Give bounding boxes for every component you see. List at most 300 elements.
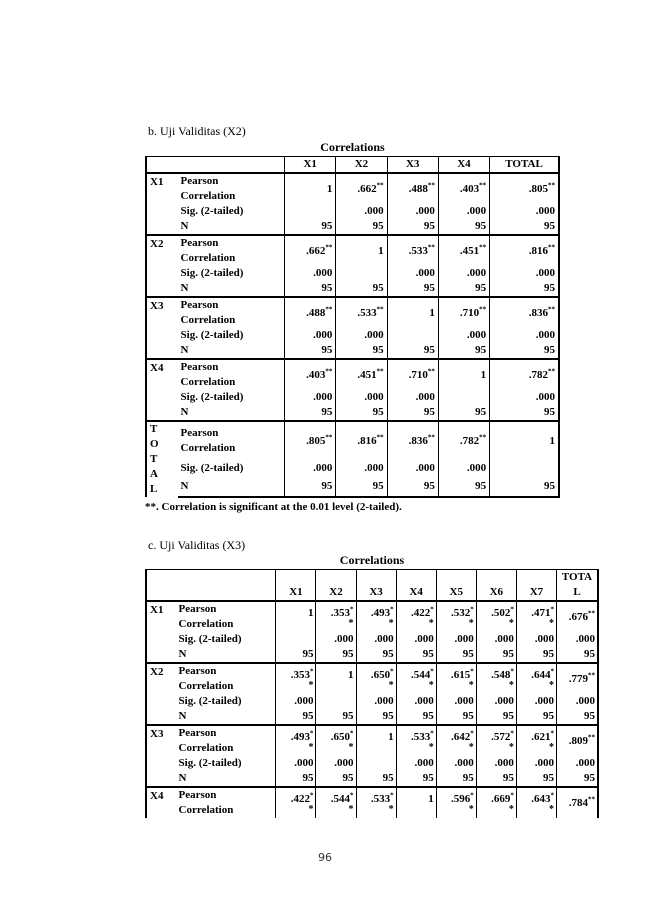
cell: .000 [438, 266, 489, 281]
cell [316, 694, 356, 709]
significance-mark: * [549, 741, 554, 753]
cell: .000 [336, 390, 387, 405]
cell: .000 [387, 459, 438, 477]
cell [396, 601, 436, 632]
cell: 95 [336, 281, 387, 297]
significance-mark: ** [376, 432, 384, 441]
cell [436, 601, 476, 632]
cell-value: .643* [531, 790, 554, 805]
cell: 95 [490, 281, 559, 297]
cell: .403** [285, 359, 336, 390]
row-variable: X1 [146, 173, 178, 235]
n-row [146, 219, 559, 235]
significance-mark: * [510, 790, 514, 799]
significance-mark: * [348, 803, 354, 815]
column-header: X3 [387, 157, 438, 174]
cell: .000 [387, 204, 438, 219]
cell [336, 266, 387, 281]
row-variable: X3 [146, 725, 176, 787]
significance-mark: * [508, 617, 514, 629]
cell [396, 663, 436, 694]
significance-mark: ** [427, 181, 435, 190]
cell: 95 [356, 709, 396, 725]
correlation-table [145, 569, 599, 818]
cell: .000 [516, 694, 556, 709]
cell: .836** [490, 297, 559, 328]
row-variable: X4 [146, 359, 178, 421]
cell: 95 [490, 219, 559, 235]
significance-mark: * [510, 728, 514, 737]
significance-mark: ** [588, 609, 595, 618]
pearson-row [146, 725, 598, 756]
cell: 95 [285, 219, 336, 235]
cell [516, 601, 556, 632]
significance-mark: * [470, 790, 474, 799]
significance-mark: * [309, 666, 314, 675]
significance-mark: ** [376, 305, 384, 314]
section-b-heading: b. Uji Validitas (X2) [148, 124, 246, 138]
cell: .710** [387, 359, 438, 390]
cell-value: .544* [410, 666, 434, 681]
row-variable: X2 [146, 663, 176, 725]
cell: .000 [316, 632, 356, 647]
stat-label: Pearson Correlation [176, 787, 276, 818]
cell [387, 328, 438, 343]
table-title: Correlations [339, 553, 405, 567]
row-variable: X2 [146, 235, 178, 297]
cell-value: .471* [531, 604, 554, 619]
cell-value: .353* [290, 666, 314, 681]
row-variable: X3 [146, 297, 178, 359]
cell: .662** [336, 173, 387, 204]
cell: 95 [476, 647, 516, 663]
sig-row [146, 694, 598, 709]
cell-value: 1 [348, 668, 354, 681]
cell: .000 [396, 694, 436, 709]
stat-label: Sig. (2-tailed) [178, 266, 285, 281]
cell [276, 632, 316, 647]
cell: 95 [436, 709, 476, 725]
header-row [146, 570, 598, 602]
cell: 95 [490, 343, 559, 359]
cell-value: .572* [491, 728, 514, 743]
correlations-table-x3 [145, 553, 599, 818]
significance-mark: ** [427, 367, 435, 376]
stat-label: N [176, 709, 276, 725]
sig-row [146, 756, 598, 771]
cell: .000 [438, 204, 489, 219]
row-variable-letter: O [150, 438, 159, 450]
cell: .000 [436, 756, 476, 771]
stat-label: Pearson Correlation [176, 725, 276, 756]
pearson-row [146, 601, 598, 632]
cell-value: .621* [531, 728, 554, 743]
cell: .000 [276, 694, 316, 709]
cell-value: .353* [330, 604, 354, 619]
stat-label: Sig. (2-tailed) [176, 694, 276, 709]
cell [476, 787, 516, 818]
significance-mark: * [309, 790, 314, 799]
column-header: X4 [396, 570, 436, 602]
cell [436, 725, 476, 756]
significance-mark: * [468, 741, 474, 753]
significance-mark: * [348, 741, 354, 753]
pearson-row [146, 787, 598, 818]
cell: .000 [396, 632, 436, 647]
footnote: **. Correlation is significant at the 0.01 level (2-tailed). [145, 501, 402, 513]
row-variable-letter: A [150, 468, 158, 480]
significance-mark: * [428, 679, 434, 691]
column-header: X1 [285, 157, 336, 174]
column-header: X4 [438, 157, 489, 174]
significance-mark: ** [479, 432, 487, 441]
column-header: X1 [276, 570, 316, 602]
cell: 95 [336, 219, 387, 235]
cell: .816** [336, 421, 387, 459]
significance-mark: * [350, 790, 354, 799]
column-header: X2 [316, 570, 356, 602]
significance-mark: * [308, 741, 314, 753]
cell: 95 [316, 709, 356, 725]
cell [316, 725, 356, 756]
cell: 95 [438, 405, 489, 421]
significance-mark: * [430, 728, 434, 737]
row-variable: X4 [146, 787, 176, 818]
cell: 95 [356, 647, 396, 663]
significance-mark: * [550, 728, 554, 737]
n-row [146, 709, 598, 725]
cell [276, 725, 316, 756]
cell: .710** [438, 297, 489, 328]
significance-mark: ** [376, 181, 384, 190]
cell: .000 [336, 204, 387, 219]
cell-value: .615* [451, 666, 474, 681]
significance-mark: * [428, 617, 434, 629]
significance-mark: ** [427, 432, 435, 441]
cell: .533** [387, 235, 438, 266]
sig-row [146, 204, 559, 219]
pearson-row [146, 359, 559, 390]
cell-value: .650* [330, 728, 354, 743]
cell [285, 204, 336, 219]
cell: .805** [490, 173, 559, 204]
significance-mark: * [549, 803, 554, 815]
column-header: X7 [516, 570, 556, 602]
stat-label: Pearson Correlation [178, 235, 285, 266]
significance-mark: * [388, 803, 394, 815]
significance-mark: ** [325, 367, 333, 376]
cell: .000 [285, 266, 336, 281]
cell-value: .644* [531, 666, 554, 681]
cell: 95 [436, 647, 476, 663]
significance-mark: * [549, 617, 554, 629]
correlation-table [145, 156, 560, 498]
cell: .805** [285, 421, 336, 459]
pearson-row [146, 297, 559, 328]
significance-mark: * [470, 604, 474, 613]
cell: 95 [336, 343, 387, 359]
cell: .782** [438, 421, 489, 459]
significance-mark: * [350, 728, 354, 737]
significance-mark: * [308, 679, 314, 691]
significance-mark: ** [479, 243, 487, 252]
stat-label: Pearson Correlation [178, 173, 285, 204]
cell: .000 [276, 756, 316, 771]
significance-mark: ** [325, 432, 333, 441]
cell: 1 [285, 173, 336, 204]
significance-mark: ** [427, 243, 435, 252]
cell: 1 [490, 421, 559, 459]
cell: 95 [438, 281, 489, 297]
cell [516, 725, 556, 756]
sig-row [146, 328, 559, 343]
cell: .488** [387, 173, 438, 204]
cell: 95 [557, 709, 599, 725]
stat-label: Pearson Correlation [178, 297, 285, 328]
n-row [146, 405, 559, 421]
cell [490, 459, 559, 477]
significance-mark: * [350, 604, 354, 613]
significance-mark: * [468, 803, 474, 815]
cell [316, 601, 356, 632]
significance-mark: * [550, 604, 554, 613]
cell-value: .422* [290, 790, 314, 805]
significance-mark: * [508, 803, 514, 815]
significance-mark: * [428, 741, 434, 753]
cell-value: .650* [370, 666, 394, 681]
column-header: X2 [336, 157, 387, 174]
cell-value: .533* [410, 728, 434, 743]
cell-value: .642* [451, 728, 474, 743]
cell: 95 [387, 219, 438, 235]
n-row [146, 343, 559, 359]
significance-mark: ** [548, 305, 555, 314]
cell: .784** [557, 787, 599, 818]
cell: 95 [396, 647, 436, 663]
cell: .000 [557, 756, 599, 771]
cell: 95 [516, 771, 556, 787]
stat-label: Sig. (2-tailed) [178, 390, 285, 405]
cell: 95 [285, 281, 336, 297]
cell: .000 [436, 632, 476, 647]
cell: .533** [336, 297, 387, 328]
table-title: Correlations [320, 140, 385, 154]
significance-mark: * [388, 617, 394, 629]
row-variable-letter: L [150, 483, 158, 495]
cell: 95 [285, 405, 336, 421]
stat-label: Sig. (2-tailed) [176, 756, 276, 771]
column-header: TOTA L [557, 570, 599, 602]
cell: .000 [356, 694, 396, 709]
cell: 95 [438, 343, 489, 359]
cell [356, 787, 396, 818]
significance-mark: * [388, 679, 394, 691]
stat-label: N [176, 647, 276, 663]
cell [396, 725, 436, 756]
cell: 95 [557, 771, 599, 787]
cell: 95 [387, 343, 438, 359]
cell: .403** [438, 173, 489, 204]
cell: .488** [285, 297, 336, 328]
significance-mark: * [390, 666, 394, 675]
stat-label: Sig. (2-tailed) [176, 632, 276, 647]
cell [476, 663, 516, 694]
cell: .000 [336, 328, 387, 343]
significance-mark: * [348, 617, 354, 629]
cell: .000 [285, 390, 336, 405]
cell: 95 [285, 477, 336, 497]
cell: .000 [285, 328, 336, 343]
stat-label: Sig. (2-tailed) [178, 204, 285, 219]
cell: 95 [438, 477, 489, 497]
significance-mark: * [309, 728, 314, 737]
significance-mark: * [430, 666, 434, 675]
cell: .000 [476, 694, 516, 709]
cell-value: .544* [330, 790, 354, 805]
cell: 95 [276, 647, 316, 663]
significance-mark: * [390, 790, 394, 799]
cell: .809** [557, 725, 599, 756]
header-row [146, 157, 559, 174]
significance-mark: ** [548, 243, 555, 252]
cell: .451** [438, 235, 489, 266]
cell: 95 [356, 771, 396, 787]
cell: .000 [436, 694, 476, 709]
cell [356, 756, 396, 771]
cell [396, 787, 436, 818]
pearson-row [146, 173, 559, 204]
cell: 95 [516, 647, 556, 663]
cell: .000 [516, 632, 556, 647]
cell-value: .532* [451, 604, 474, 619]
pearson-row [146, 663, 598, 694]
cell [476, 601, 516, 632]
cell: 95 [316, 647, 356, 663]
significance-mark: * [430, 604, 434, 613]
significance-mark: * [549, 679, 554, 691]
stat-label: Pearson Correlation [176, 601, 276, 632]
significance-mark: ** [588, 733, 595, 742]
stat-label: Sig. (2-tailed) [178, 459, 285, 477]
cell: .662** [285, 235, 336, 266]
column-header: TOTAL [490, 157, 559, 174]
cell [356, 725, 396, 756]
column-header: X5 [436, 570, 476, 602]
stat-label: N [178, 405, 285, 421]
cell: .000 [396, 756, 436, 771]
n-row [146, 647, 598, 663]
cell: 95 [396, 771, 436, 787]
cell-value: 1 [388, 730, 394, 743]
significance-mark: ** [588, 795, 595, 804]
cell [356, 601, 396, 632]
significance-mark: * [470, 666, 474, 675]
significance-mark: ** [325, 243, 333, 252]
cell: 95 [336, 477, 387, 497]
section-c-heading: c. Uji Validitas (X3) [148, 538, 246, 552]
row-variable-letter: T [150, 453, 158, 465]
significance-mark: * [508, 741, 514, 753]
page-number: 96 [318, 851, 332, 864]
cell: 95 [476, 709, 516, 725]
stat-label: Pearson Correlation [176, 663, 276, 694]
cell [276, 787, 316, 818]
cell: .000 [557, 632, 599, 647]
significance-mark: ** [479, 305, 487, 314]
column-header: X3 [356, 570, 396, 602]
cell: 95 [285, 343, 336, 359]
cell-value: .502* [491, 604, 514, 619]
significance-mark: * [470, 728, 474, 737]
cell: .000 [387, 390, 438, 405]
cell: .000 [285, 459, 336, 477]
cell-value: 1 [428, 792, 434, 805]
cell [436, 787, 476, 818]
cell [516, 663, 556, 694]
stat-label: N [176, 771, 276, 787]
cell: 1 [438, 359, 489, 390]
stat-label: N [178, 477, 285, 497]
sig-row [146, 632, 598, 647]
cell-value: .493* [370, 604, 394, 619]
cell: .779** [557, 663, 599, 694]
cell: .000 [336, 459, 387, 477]
cell: 95 [336, 405, 387, 421]
cell-value: .493* [290, 728, 314, 743]
cell [276, 663, 316, 694]
cell: .836** [387, 421, 438, 459]
significance-mark: * [390, 604, 394, 613]
significance-mark: ** [588, 671, 595, 680]
cell: .000 [490, 328, 559, 343]
cell [516, 787, 556, 818]
cell: 95 [276, 771, 316, 787]
n-row [146, 771, 598, 787]
cell: .000 [438, 328, 489, 343]
row-variable-letter: T [150, 423, 158, 435]
cell: 95 [436, 771, 476, 787]
cell-value: .669* [491, 790, 514, 805]
column-header: X6 [476, 570, 516, 602]
stat-label: Pearson Correlation [178, 421, 285, 459]
significance-mark: ** [548, 181, 555, 190]
cell [436, 663, 476, 694]
cell: .000 [316, 756, 356, 771]
significance-mark: * [508, 679, 514, 691]
cell: 95 [476, 771, 516, 787]
significance-mark: * [550, 790, 554, 799]
correlations-table-x2 [145, 140, 560, 513]
stat-label: Pearson Correlation [178, 359, 285, 390]
significance-mark: * [510, 604, 514, 613]
cell-value: .548* [491, 666, 514, 681]
header-corner [146, 157, 285, 174]
cell: .000 [387, 266, 438, 281]
cell: 95 [387, 405, 438, 421]
stat-label: Sig. (2-tailed) [178, 328, 285, 343]
significance-mark: * [550, 666, 554, 675]
cell [476, 725, 516, 756]
stat-label: N [178, 343, 285, 359]
cell: .000 [516, 756, 556, 771]
cell: .000 [476, 632, 516, 647]
cell: .000 [557, 694, 599, 709]
cell: 95 [387, 477, 438, 497]
cell-value: .596* [451, 790, 474, 805]
cell: 95 [396, 709, 436, 725]
cell: 95 [557, 647, 599, 663]
cell-value: .533* [370, 790, 394, 805]
